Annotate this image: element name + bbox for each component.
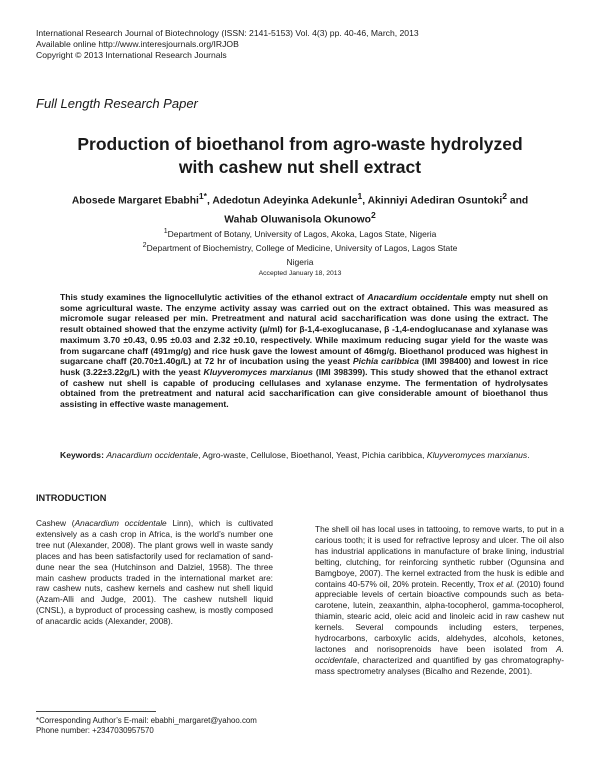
introduction-left-column: Cashew (Anacardium occidentale Linn), which is cultivated extensively as a cash crop in Africa, is the world’s number one tree nut (Alexander, 2008). The plant grows well in waste sandy places and has been satisfactorily used for reclamation of sand-dune near the sea (Hutchinson and Dalziel, 1958). The three main cashew products traded in the international market are: raw cashew nuts, cashew kernels and cashew nut shell liquid (Azam-Alli and Judge, 2001). The cashew nutshell liquid (CNSL), a byproduct of processing cashew, is mostly composed of anacardic acids (Alexander, 2008).	[36, 518, 273, 627]
corresponding-author-footnote	[36, 716, 257, 736]
author-separator: ,	[362, 195, 368, 207]
keywords-label: Keywords:	[60, 450, 104, 460]
species-name: A. occidentale	[315, 643, 564, 665]
author-name: Wahab Oluwanisola Okunowo	[224, 214, 371, 226]
keyword-species: Kluyveromyces marxianus	[426, 450, 528, 460]
introduction-right-column: The shell oil has local uses in tattooing, to remove warts, to put in a carious tooth; it is used for refractive leprosy and ulcer. The oil also has industrial applications in manufacture of brake lining, industrial belting, clutching, for reinforcing synthetic rubber (Ogunsina and Bamgboye, 2007). The kernel extracted from the husk is edible and contains 40-57% oil, 20% protein. Recently, Trox et al. (2010) found appreciable levels of certain bioactive compounds such as beta-carotene, lutein, zeaxanthin, alpha-tocopherol, gamma-tocopherol, thiamin, stearic acid, oleic acid and linoleic acid in raw cashew nut kernels. Several compounds including esters, terpenes, hydrocarbons, carboxylic acids, aldehydes, alcohols, ketones, lactones and norisoprenoids have been isolated from A. occidentale, characterized and quantified by gas chromatography-mass spectrometry analyses (Bicalho and Rezende, 2001).	[315, 524, 564, 676]
keywords: Keywords: Anacardium occidentale, Agro-waste, Cellulose, Bioethanol, Yeast, Pichia caribbica, Kluyveromyces marxianus.	[60, 450, 530, 460]
accepted-date: Accepted January 18, 2013	[258, 270, 342, 277]
author-affil-mark: 2	[502, 191, 507, 201]
journal-header	[36, 28, 419, 61]
author-affil-mark: 1*	[198, 191, 207, 201]
affiliation-mark: 2	[142, 240, 147, 249]
affiliation-line: Nigeria	[286, 256, 314, 267]
paper-title	[36, 133, 564, 179]
author-separator: ,	[206, 195, 213, 207]
species-name: Anacardium occidentale	[367, 292, 468, 302]
species-name: Anacardium occidentale	[74, 518, 167, 528]
author-separator: and	[507, 195, 529, 207]
corresponding-phone: Phone number: +2347030957570	[36, 726, 154, 735]
species-name: Kluyveromyces marxianus	[203, 366, 313, 377]
author-name: Abosede Margaret Ebabhi	[71, 195, 199, 207]
journal-citation: International Research Journal of Biotechnology (ISSN: 2141-5153) Vol. 4(3) pp. 40-46, March, 2013	[36, 28, 419, 38]
author-name: Adedotun Adeyinka Adekunle	[212, 195, 358, 207]
affiliation-line: $^2$Department of Biochemistry, College of Medicine, University of Lagos, Lagos State	[142, 240, 458, 253]
journal-online-url[interactable]: Available online http://www.interesjournals.org/IRJOB	[36, 39, 239, 49]
affiliation-mark: 1	[163, 227, 168, 235]
keyword-species: Anacardium occidentale	[106, 450, 199, 460]
paper-type: Full Length Research Paper	[36, 96, 198, 111]
affiliation-line: $^1$Department of Botany, University of Lagos, Akoka, Lagos State, Nigeria	[163, 227, 437, 239]
title-line-1: Production of bioethanol from agro-waste hydrolyzed	[77, 134, 523, 154]
title-line-2: with cashew nut shell extract	[178, 157, 422, 177]
affiliations	[36, 226, 564, 267]
species-name: Pichia caribbica	[352, 356, 419, 367]
journal-copyright: Copyright © 2013 International Research Journals	[36, 50, 227, 60]
author-affil-mark: 2	[370, 210, 376, 221]
author-affil-mark: 1	[357, 191, 363, 201]
footnote-divider	[36, 711, 156, 712]
introduction-heading: INTRODUCTION	[36, 493, 107, 503]
abstract: This study examines the lignocellulytic activities of the ethanol extract of Anacardium occidentale empty nut shell on some agricultural waste. The enzyme activity assay was carried out on the extract obtained. This was measured as micromole sugar released per min. Pretreatment and natural acid saccharification was done using the extract. The result obtained showed that the enzyme activity (µ/ml) for β-1,4-exoglucanase, β -1,4-endoglucanase and xylanase was maximum 3.70 ±0.43, 0.95 ±0.03 and 2.32 ±0.10, respectively. While maximum reducing sugar yield for the waste was from sugarcane chaff (491mg/g) and rice husk gave the lowest amount of 46mg/g. Bioethanol produced was highest in sugarcane chaff (20.70±1.40g/L) at 72 hr of incubation using the yeast Pichia caribbica (IMI 398400) and lowest in rice husk (3.22±3.22g/L) with the yeast Kluyveromyces marxianus (IMI 398399). This study showed that the ethanol extract of cashew nut shell is capable of producing cellulases and xylanase enzyme. The fermentation of hydrolysates obtained from the pretreatment and natural acid saccharification can give considerable amount of bioethanol thus assisting in effective waste management.	[60, 292, 549, 410]
author-name: Akinniyi Adediran Osuntoki	[367, 195, 503, 207]
corresponding-email[interactable]: *Corresponding Author’s E-mail: ebabhi_margaret@yahoo.com	[36, 716, 257, 725]
author-list	[36, 189, 564, 228]
et-al: et al.	[496, 578, 515, 589]
